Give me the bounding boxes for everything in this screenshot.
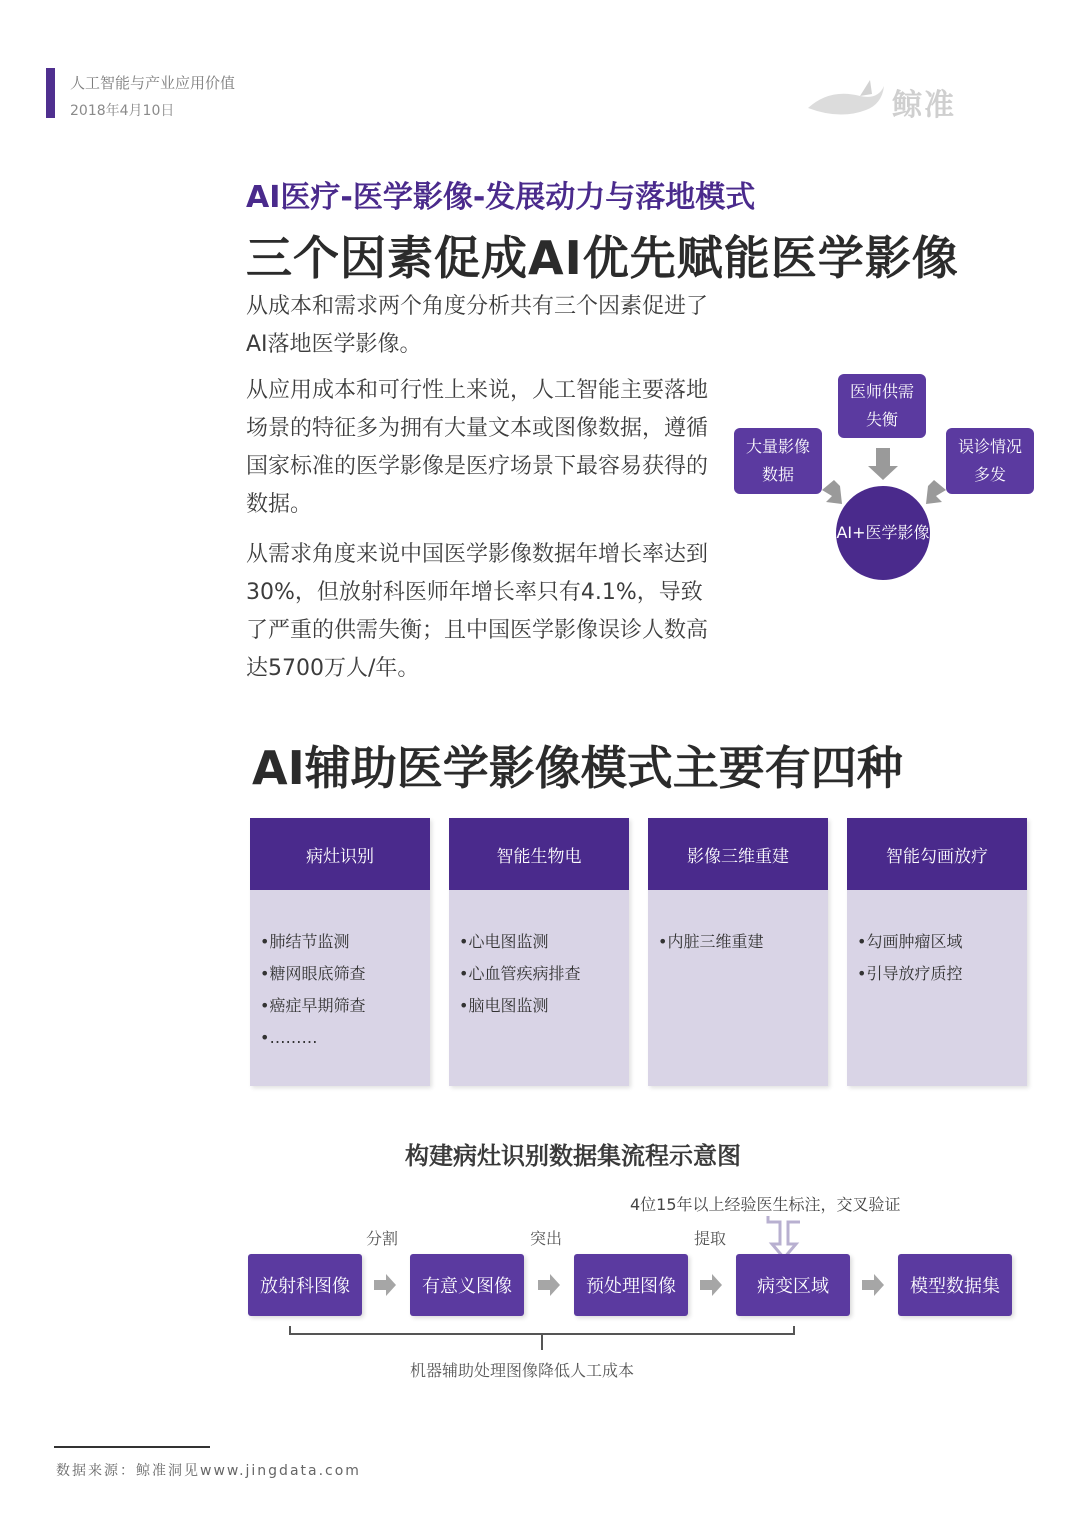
right-arrow-icon [536,1272,562,1298]
report-title: 人工智能与产业应用价值 [70,74,236,92]
footer-source: 数据来源：鲸准洞见www.jingdata.com [56,1463,361,1479]
mode-card-radiotherapy [847,818,1027,1086]
mode-card-bioelectric [449,818,629,1086]
list-item: •内脏三维重建 [658,932,764,951]
list-item: •……… [260,1028,318,1047]
section-subtitle: AI医疗-医学影像-发展动力与落地模式 [246,180,756,215]
list-item: •脑电图监测 [459,996,549,1015]
paragraph-demand: 从需求角度来说中国医学影像数据年增长率达到30%，但放射科医师年增长率只有4.1%，导致了严重的供需失衡；且中国医学影像误诊人数高达5700万人/年。 [246,542,709,681]
mode-card-header: 影像三维重建 [648,818,828,890]
footer-divider [54,1446,210,1448]
mode-card-list [847,890,1027,990]
list-item: •癌症早期筛查 [260,996,366,1015]
mode-card-list [648,890,828,958]
flow-annotation: 4位15年以上经验医生标注，交叉验证 [630,1195,901,1214]
flow-step-model-dataset: 模型数据集 [898,1254,1012,1316]
flow-step-radiology-image: 放射科图像 [248,1254,362,1316]
list-item: •勾画肿瘤区域 [857,932,963,951]
factor-image-data: 大量影像数据 [734,428,822,494]
mode-card-header: 智能勾画放疗 [847,818,1027,890]
whale-logo-icon [800,70,890,130]
factor-arrows-icon [730,370,1040,590]
mode-card-header: 病灶识别 [250,818,430,890]
mode-card-lesion [250,818,430,1086]
logo-text: 鲸准 [892,88,956,123]
flow-label-segment: 分割 [366,1229,399,1248]
mode-card-list [449,890,629,1022]
flow-step-preprocessed-image: 预处理图像 [574,1254,688,1316]
report-date: 2018年4月10日 [70,103,175,119]
brace-icon [286,1324,798,1354]
factor-diagram [730,370,1040,590]
brand-logo [800,70,980,130]
page-title: 三个因素促成AI优先赋能医学影像 [246,231,959,285]
flow-step-lesion-region: 病变区域 [736,1254,850,1316]
flow-label-extract: 提取 [694,1229,727,1248]
mode-card-list [250,890,430,1054]
flow-label-highlight: 突出 [530,1229,563,1248]
brace-caption: 机器辅助处理图像降低人工成本 [410,1361,635,1380]
header-accent-bar [46,68,55,118]
section-title-modes: AI辅助医学影像模式主要有四种 [252,741,903,795]
list-item: •糖网眼底筛查 [260,964,366,983]
flow-title: 构建病灶识别数据集流程示意图 [405,1142,741,1170]
right-arrow-icon [698,1272,724,1298]
mode-card-3d-reconstruction [648,818,828,1086]
list-item: •心电图监测 [459,932,549,951]
paragraph-cost: 从应用成本和可行性上来说，人工智能主要落地场景的特征多为拥有大量文本或图像数据，遵循国家标准的医学影像是医疗场景下最容易获得的数据。 [246,378,709,517]
flow-step-meaningful-image: 有意义图像 [410,1254,524,1316]
list-item: •肺结节监测 [260,932,350,951]
factor-doctor-shortage: 医师供需失衡 [838,374,926,438]
center-ai-imaging: AI+医学影像 [836,486,930,580]
mode-card-header: 智能生物电 [449,818,629,890]
list-item: •引导放疗质控 [857,964,963,983]
paragraph-intro: 从成本和需求两个角度分析共有三个因素促进了AI落地医学影像。 [246,294,709,357]
list-item: •心血管疾病排查 [459,964,581,983]
factor-misdiagnosis: 误诊情况多发 [946,428,1034,494]
right-arrow-icon [860,1272,886,1298]
right-arrow-icon [372,1272,398,1298]
